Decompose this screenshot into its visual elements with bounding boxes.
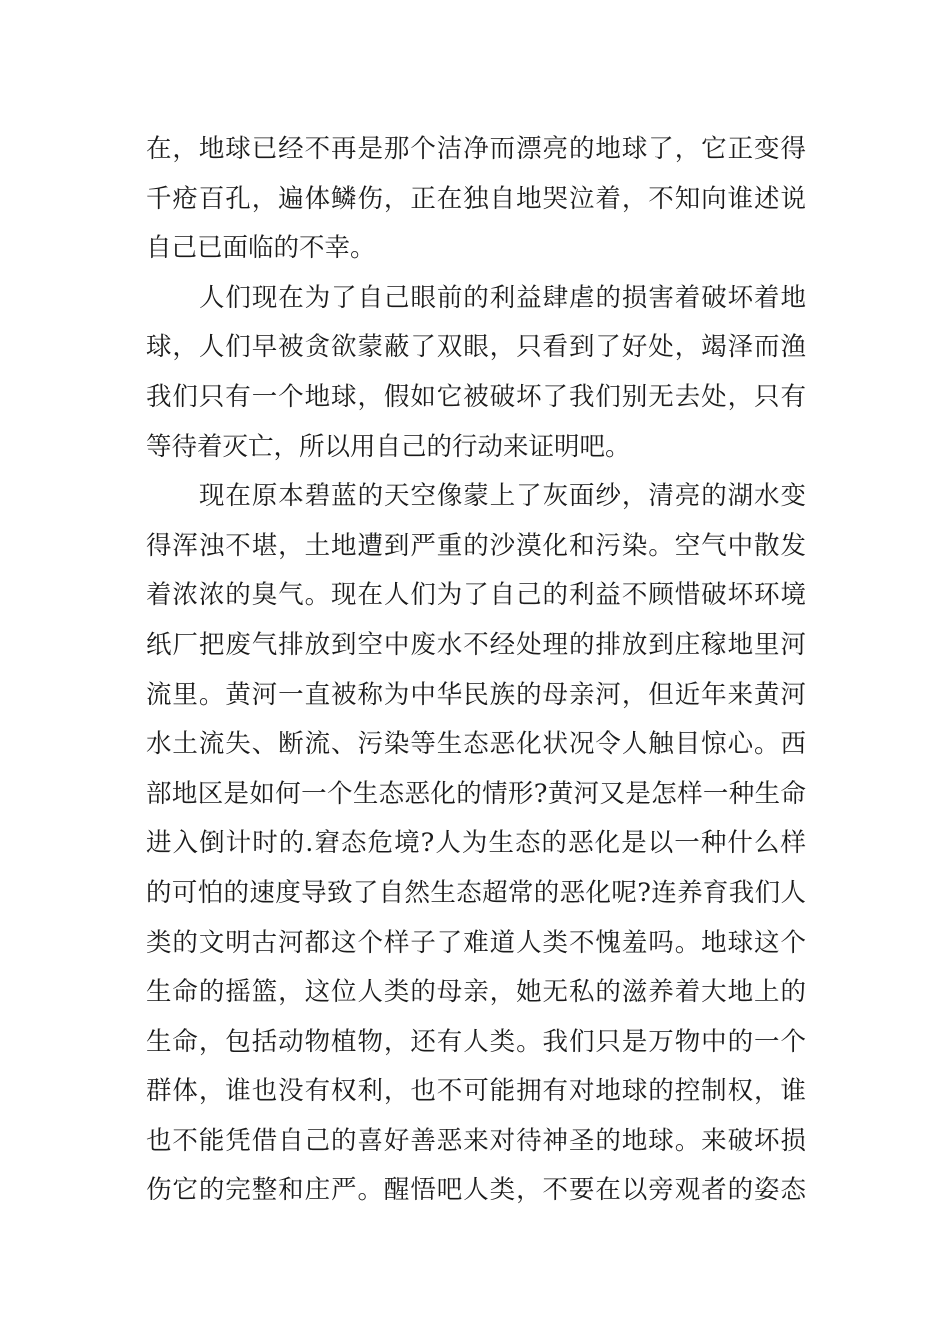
document-body bbox=[146, 125, 806, 1216]
text-line: 等待着灭亡，所以用自己的行动来证明吧。 bbox=[146, 431, 631, 462]
paragraph-1 bbox=[146, 125, 806, 274]
text-line: 得浑浊不堪，土地遭到严重的沙漠化和污染。空气中散发 bbox=[146, 530, 806, 561]
text-line: 进入倒计时的.窘态危境?人为生态的恶化是以一种什么样 bbox=[146, 828, 806, 859]
text-line: 类的文明古河都这个样子了难道人类不愧羞吗。地球这个 bbox=[146, 927, 806, 958]
text-line: 着浓浓的臭气。现在人们为了自己的利益不顾惜破坏环境 bbox=[146, 580, 806, 611]
text-line: 纸厂把废气排放到空中废水不经处理的排放到庄稼地里河 bbox=[146, 629, 806, 660]
text-line: 生命，包括动物植物，还有人类。我们只是万物中的一个 bbox=[146, 1026, 806, 1057]
text-line: 自己已面临的不幸。 bbox=[146, 233, 376, 264]
text-line: 球，人们早被贪欲蒙蔽了双眼，只看到了好处，竭泽而渔 bbox=[146, 332, 806, 363]
text-line: 伤它的完整和庄严。醒悟吧人类，不要在以旁观者的姿态 bbox=[146, 1175, 806, 1206]
text-line: 在，地球已经不再是那个洁净而漂亮的地球了，它正变得 bbox=[146, 134, 806, 164]
paragraph-3 bbox=[146, 472, 806, 1216]
text-line: 群体，谁也没有权利，也不可能拥有对地球的控制权，谁 bbox=[146, 1076, 806, 1107]
text-line: 千疮百孔，遍体鳞伤，正在独自地哭泣着，不知向谁述说 bbox=[146, 183, 806, 214]
text-line: 我们只有一个地球，假如它被破坏了我们别无去处，只有 bbox=[146, 381, 806, 412]
text-line: 生命的摇篮，这位人类的母亲，她无私的滋养着大地上的 bbox=[146, 977, 806, 1008]
text-line: 现在原本碧蓝的天空像蒙上了灰面纱，清亮的湖水变 bbox=[199, 481, 806, 512]
text-line: 的可怕的速度导致了自然生态超常的恶化呢?连养育我们人 bbox=[146, 877, 806, 908]
text-line: 部地区是如何一个生态恶化的情形?黄河又是怎样一种生命 bbox=[146, 778, 806, 809]
paragraph-2 bbox=[146, 274, 806, 472]
text-line: 人们现在为了自己眼前的利益肆虐的损害着破坏着地 bbox=[199, 282, 806, 313]
text-line: 流里。黄河一直被称为中华民族的母亲河，但近年来黄河 bbox=[146, 679, 806, 710]
text-line: 也不能凭借自己的喜好善恶来对待神圣的地球。来破坏损 bbox=[146, 1125, 806, 1156]
text-line: 水土流失、断流、污染等生态恶化状况令人触目惊心。西 bbox=[146, 729, 806, 760]
